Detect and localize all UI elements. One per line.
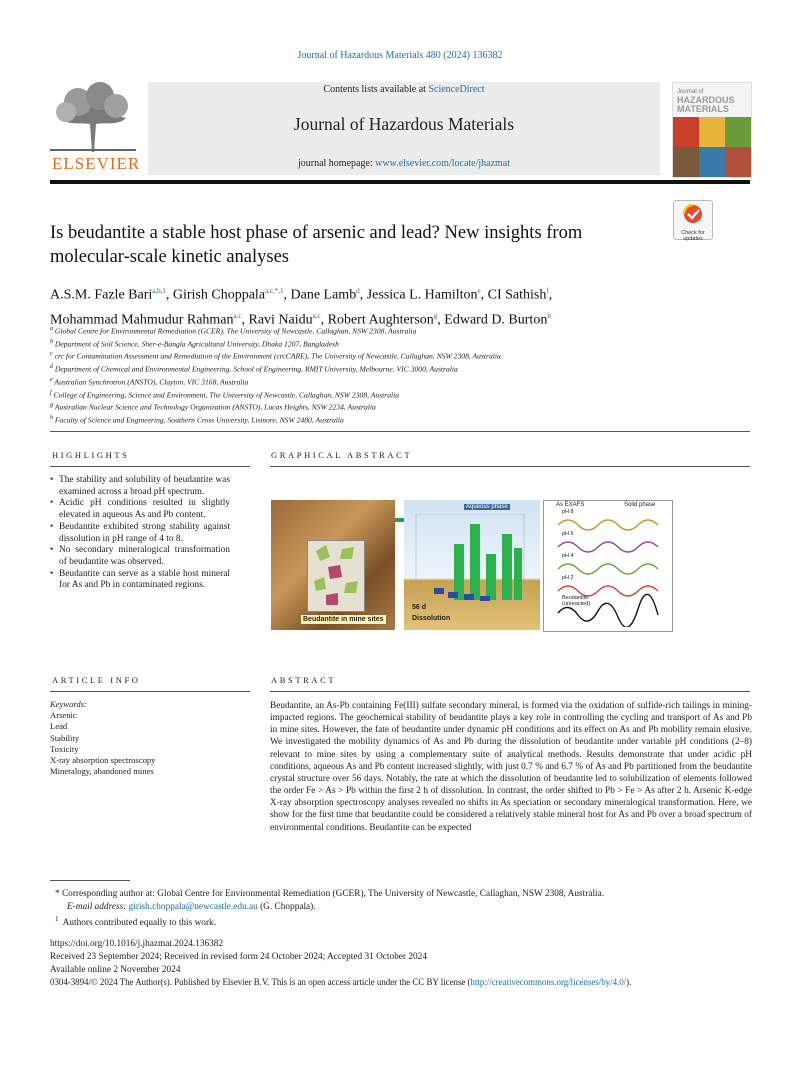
ga-solid-label: Solid phase [624, 502, 656, 508]
affiliation-key: c [50, 351, 53, 358]
author-list [50, 281, 750, 330]
author-name[interactable]: Girish Choppala [172, 287, 266, 303]
author-name[interactable]: CI Sathish [487, 287, 547, 303]
author-affiliation-marks[interactable]: d [356, 287, 360, 295]
affiliation-key: f [50, 389, 52, 396]
license-line [50, 976, 770, 988]
author-affiliation-marks[interactable]: h [547, 311, 551, 320]
ga-panel-dissolution [404, 500, 540, 630]
affiliation-item [50, 400, 750, 413]
author-separator: , [320, 312, 328, 328]
affiliation-text: Australian Nuclear Science and Technology Organization (ANSTO), Lucas Heights, NSW 2234, Australia [53, 402, 376, 412]
author-separator: , [359, 287, 367, 303]
author-affiliation-marks[interactable]: f [546, 287, 549, 295]
affiliation-text: Australian Synchrotron (ANSTO), Clayton, VIC 3168, Australia [52, 377, 249, 387]
affiliation-key: a [50, 326, 53, 332]
footnote-rule [50, 880, 130, 881]
ga-exafs-trace-label: pH 6 [562, 531, 574, 537]
beudantite-structure-icon [308, 541, 364, 611]
author-name[interactable]: Dane Lamb [290, 287, 357, 303]
ga-panel1-label: Beudantite in mine sites [303, 616, 384, 623]
affiliation-item [50, 324, 750, 337]
author-affiliation-marks[interactable]: e [477, 287, 481, 295]
article-title: Is beudantite a stable host phase of arsenic and lead? New insights from molecular-scale kinetic analyses [50, 223, 583, 267]
ga-exafs-trace-label: Beudantite (unreacted) [562, 595, 591, 607]
author-affiliation-marks[interactable]: a,c [312, 311, 321, 320]
ga-panel-mine [271, 500, 395, 630]
equal-contribution-footnote: $^1$ Authors contributed equally to this work. [55, 915, 217, 929]
highlights-list [50, 475, 230, 592]
homepage-prefix: journal homepage: [297, 158, 376, 169]
affiliation-text: Department of Soil Science, Sher-e-Bangla Agricultural University, Dhaka 1207, Bangladesh [53, 339, 339, 349]
ga-mineral-grid [307, 540, 365, 612]
highlight-item: • Beudantite exhibited strong stability against dissolution in pH range of 4 to 8. [50, 522, 230, 545]
license-link[interactable]: http://creativecommons.org/licenses/by/4.0/ [470, 977, 627, 987]
highlight-item: • Beudantite can serve as a stable host mineral for As and Pb in contaminated regions. [50, 569, 230, 592]
abstract-rule [270, 691, 750, 692]
highlight-item: • The stability and solubility of beudantite was examined across a broad pH spectrum. [50, 475, 230, 498]
available-online: Available online 2 November 2024 [50, 965, 181, 975]
keywords-list [50, 710, 250, 777]
author-separator: , [480, 287, 488, 303]
affiliation-item [50, 388, 750, 401]
affiliation-list [50, 324, 750, 426]
ga-days-label: 56 d [412, 604, 427, 611]
contents-line [148, 84, 660, 95]
keyword-item: Mineralogy, abandoned mines [50, 766, 154, 777]
ga-bar-chart [414, 514, 534, 609]
affiliation-item [50, 413, 750, 426]
author-separator: , [437, 312, 445, 328]
highlights-heading: HIGHLIGHTS [52, 450, 130, 460]
author-name[interactable]: Jessica L. Hamilton [366, 287, 478, 303]
author-name[interactable]: Edward D. Burton [444, 312, 548, 328]
check-updates-label: Check for updates [681, 230, 705, 242]
doi-link[interactable]: https://doi.org/10.1016/j.jhazmat.2024.136382 [50, 939, 224, 949]
ga-exafs-trace-label: pH 2 [562, 575, 574, 581]
keyword-item: Lead [50, 721, 68, 732]
affiliation-key: b [50, 338, 53, 345]
author-name[interactable]: Robert Aughterson [327, 312, 434, 328]
highlight-item: • No secondary mineralogical transformation of beudantite was observed. [50, 545, 230, 568]
sciencedirect-link[interactable]: ScienceDirect [428, 84, 485, 95]
affiliation-key: h [50, 415, 53, 422]
ga-exafs-trace-label: pH 8 [562, 509, 574, 515]
corresponding-footnote: * Corresponding author at: Global Centre for Environmental Remediation (GCER), The University of Newcastle, Callaghan, NSW 2308, Australia. [55, 889, 605, 899]
keyword-item: Stability [50, 732, 80, 743]
highlight-item: • Acidic pH conditions resulted in slightly elevated in aqueous As and Pb content. [50, 498, 230, 521]
ga-dissolution-label: Dissolution [412, 615, 451, 622]
affiliation-text: crc for Contamination Assessment and Remediation of the Environment (crcCARE), The University of Newcastle, Callaghan, NSW 2308, Australia [52, 352, 501, 361]
keywords-block [50, 699, 250, 777]
email-label: E-mail address: [67, 902, 129, 912]
affiliation-text: Department of Chemical and Environmental Engineering, School of Engineering, RMIT University, Melbourne, VIC 3000, Australia [53, 364, 458, 374]
author-name[interactable]: Mohammad Mahmudur Rahman [50, 312, 234, 328]
journal-cover[interactable] [672, 82, 752, 178]
affiliation-text: Global Centre for Environmental Remediation (GCER), The University of Newcastle, Callaghan, NSW 2308, Australia [53, 326, 417, 336]
author-affiliation-marks[interactable]: a,c [233, 311, 242, 320]
abstract-text: Beudantite, an As-Pb containing Fe(III) sulfate secondary mineral, is formed via the oxidation of sulfide-rich tailings in mining-impacted regions. The geochemical stability of beudantite plays a key role in controlling the cycling and transport of As and Pb in mine sites. However, the fate of beudantite under dynamic pH conditions and its effect on As and Pb mobility remain elusive. We investigated the mobility dynamics of As and Pb during the dissolution of beudantite under variable pH conditions (2–8) relevant to mine sites by using a complementary suite of analytical methods. Results demonstrate that under acidic pH conditions, aqueous As and Pb content increased slightly, with just 0.7 % and 6.7 % of As and Pb partitioned from the beudantite crystal structure over 56 days. Notably, the rate at which the dissolution of beudantite led to solubilization of elements followed the order Fe > As > Pb within the first 2 h of dissolution. In contrast, the order shifted to Pb > Fe > As after 2 h. Arsenic K-edge X-ray absorption spectroscopy analyses revealed no shifts in As speciation or secondary mineralogical transformation. Here, we show for the first time that beudantite could be considered a relatively stable mineral host for As and Pb over a broad spectrum of environmental conditions. Beudantite can be expected [270, 701, 752, 833]
graphical-abstract-heading: GRAPHICAL ABSTRACT [271, 450, 413, 460]
check-updates-badge[interactable] [673, 200, 713, 240]
author-affiliation-marks[interactable]: a,c,*,1 [265, 287, 284, 295]
license-suffix: ). [626, 977, 632, 987]
ga-exafs-trace-label: pH 4 [562, 553, 574, 559]
graphical-abstract-rule [270, 466, 750, 467]
divider-affiliations [50, 431, 750, 432]
highlights-rule [50, 466, 250, 467]
affiliation-item [50, 349, 750, 362]
author-separator: , [283, 287, 291, 303]
author-name[interactable]: Ravi Naidu [248, 312, 313, 328]
email-suffix: (G. Choppala). [257, 902, 316, 912]
ga-panel-exafs [543, 500, 673, 632]
affiliation-item [50, 337, 750, 350]
article-info-rule [50, 691, 250, 692]
author-separator: , [165, 287, 173, 303]
keyword-item: X-ray absorption spectroscopy [50, 755, 156, 766]
author-line-1 [50, 281, 750, 306]
ga-aqueous-label: Aqueous phase [466, 504, 508, 510]
keyword-item: Arsenic [50, 710, 77, 721]
equal-contribution-text: Authors contributed equally to this work. [62, 918, 217, 929]
journal-title: Journal of Hazardous Materials [293, 114, 515, 134]
elsevier-tree-icon [50, 82, 136, 154]
author-affiliation-marks[interactable]: g [433, 311, 438, 320]
keyword-item: Toxicity [50, 743, 79, 754]
contents-prefix: Contents lists available at [323, 84, 429, 95]
header-rule [50, 180, 750, 184]
cover-small-text: Journal of [677, 89, 704, 95]
affiliation-text: Faculty of Science and Engineering, Southern Cross University, Lismore, NSW 2480, Australia [53, 415, 344, 425]
article-info-heading: ARTICLE INFO [52, 675, 141, 685]
license-prefix: 0304-3894/© 2024 The Author(s). Published by Elsevier B.V. This is an open access article under the CC BY license ( [50, 977, 471, 987]
keywords-label: Keywords: [50, 699, 87, 709]
elsevier-wordmark: ELSEVIER [52, 154, 141, 173]
email-footnote [67, 902, 747, 912]
cover-art [673, 117, 751, 177]
author-name[interactable]: A.S.M. Fazle Bari [50, 287, 153, 303]
affiliation-key: e [50, 376, 53, 383]
author-affiliation-marks[interactable]: a,b,1 [152, 287, 166, 295]
journal-reference[interactable]: Journal of Hazardous Materials 480 (2024) 136382 [297, 50, 503, 61]
check-updates-icon [674, 201, 712, 225]
ga-exafs-label: As EXAFS [556, 502, 585, 508]
affiliation-item [50, 362, 750, 375]
homepage-line [148, 158, 660, 169]
affiliation-key: d [50, 364, 53, 371]
affiliation-text: College of Engineering, Science and Environment, The University of Newcastle, Callaghan, NSW 2308, Australia [51, 390, 400, 400]
homepage-link[interactable]: www.elsevier.com/locate/jhazmat [375, 158, 511, 169]
affiliation-item [50, 375, 750, 388]
received-dates: Received 23 September 2024; Received in revised form 24 October 2024; Accepted 31 October 2024 [50, 952, 427, 962]
author-separator: , [241, 312, 249, 328]
ga-exafs-traces [548, 511, 668, 627]
email-link[interactable]: girish.choppala@newcastle.edu.au [128, 902, 258, 912]
cover-title: HAZARDOUS MATERIALS [677, 95, 735, 114]
author-separator: , [548, 287, 553, 303]
abstract-heading: ABSTRACT [271, 675, 337, 685]
affiliation-key: g [50, 402, 53, 409]
